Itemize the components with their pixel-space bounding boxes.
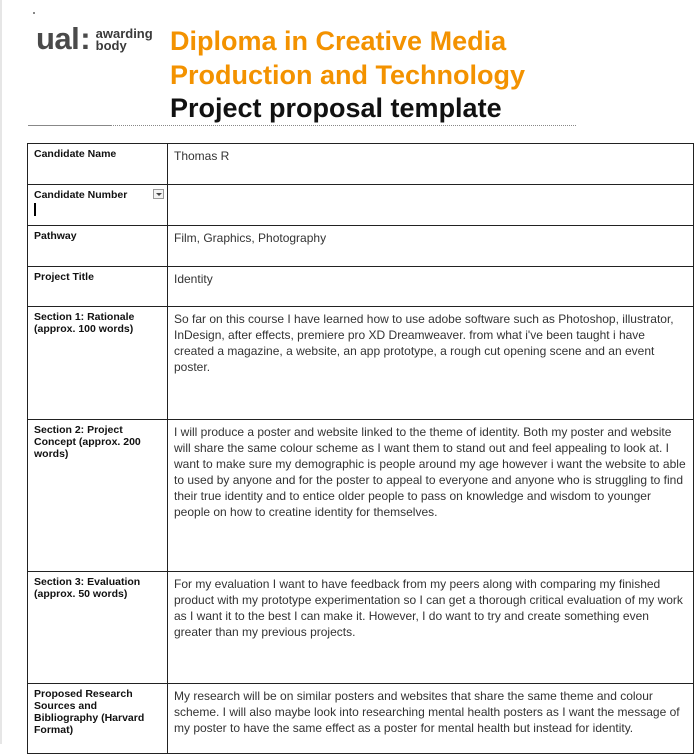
value-project-title[interactable]: Identity bbox=[168, 267, 694, 307]
ual-logo bbox=[36, 21, 153, 56]
value-evaluation[interactable]: For my evaluation I want to have feedback from my peers along with comparing my finished product with my prototype experimentation so I can get a thorough critical evaluation of my work as I want it to the best I can make it. However, I do want to try and create something even greater than my previous projects. bbox=[168, 572, 694, 684]
title-line-2: Production and Technology bbox=[170, 60, 525, 90]
logo-subtext bbox=[96, 28, 153, 52]
logo-sub-line2: body bbox=[95, 38, 127, 53]
table-row-candidate-number bbox=[28, 185, 694, 226]
value-candidate-number[interactable] bbox=[168, 185, 694, 226]
table-row-project-concept bbox=[28, 420, 694, 572]
document-subtitle: Project proposal template bbox=[170, 93, 502, 123]
table-row-evaluation bbox=[28, 572, 694, 684]
label-candidate-number-cell bbox=[28, 185, 168, 226]
document-title-block bbox=[170, 24, 525, 124]
label-candidate-number: Candidate Number bbox=[34, 189, 128, 201]
table-row-pathway bbox=[28, 226, 694, 267]
label-research-sources: Proposed Research Sources and Bibliography (Harvard Format) bbox=[28, 684, 168, 754]
proposal-table bbox=[27, 143, 694, 754]
text-cursor bbox=[34, 203, 36, 216]
logo-main-text: ual bbox=[36, 21, 80, 56]
logo-colon: : bbox=[80, 21, 91, 56]
value-project-concept[interactable]: I will produce a poster and website linked to the theme of identity. Both my poster and website will share the same colour scheme as I want them to stand out and feel appealing to look at. I want to make sure my demographic is people around my age however i want the website to able to used by anyone and for the poster to appeal to everyone and anyone who is struggling to find their true identity and to entice older people to pass on knowledge and wisdom to younger people on how to creatine identity for themselves. bbox=[168, 420, 694, 572]
label-evaluation: Section 3: Evaluation (approx. 50 words) bbox=[28, 572, 168, 684]
label-rationale: Section 1: Rationale (approx. 100 words) bbox=[28, 307, 168, 420]
value-pathway[interactable]: Film, Graphics, Photography bbox=[168, 226, 694, 267]
value-rationale[interactable]: So far on this course I have learned how to use adobe software such as Photoshop, illustrator, InDesign, after effects, premiere pro XD Dreamweaver. from what i've been taught i have created a magazine, a website, an app prototype, a rough cut opening scene and an event poster. bbox=[168, 307, 694, 420]
table-row-rationale bbox=[28, 307, 694, 420]
value-research-sources[interactable]: My research will be on similar posters and websites that share the same theme and colour scheme. I will also maybe look into researching mental health posters as I want the message of my poster to have the same effect as a poster for mental health but instead for identity. bbox=[168, 684, 694, 754]
table-row-candidate-name bbox=[28, 144, 694, 185]
table-row-research-sources bbox=[28, 684, 694, 754]
page-edge bbox=[0, 0, 2, 744]
header-rule-dotted bbox=[110, 125, 576, 126]
dropdown-arrow-icon[interactable] bbox=[153, 189, 164, 199]
value-candidate-name[interactable]: Thomas R bbox=[168, 144, 694, 185]
label-project-concept: Section 2: Project Concept (approx. 200 words) bbox=[28, 420, 168, 572]
label-candidate-name: Candidate Name bbox=[28, 144, 168, 185]
page-mark bbox=[33, 12, 35, 14]
title-line-1: Diploma in Creative Media bbox=[170, 26, 507, 56]
table-row-project-title bbox=[28, 267, 694, 307]
logo-sub-line1: awarding bbox=[95, 26, 153, 41]
header-rule-solid bbox=[28, 125, 110, 126]
label-pathway: Pathway bbox=[28, 226, 168, 267]
label-project-title: Project Title bbox=[28, 267, 168, 307]
